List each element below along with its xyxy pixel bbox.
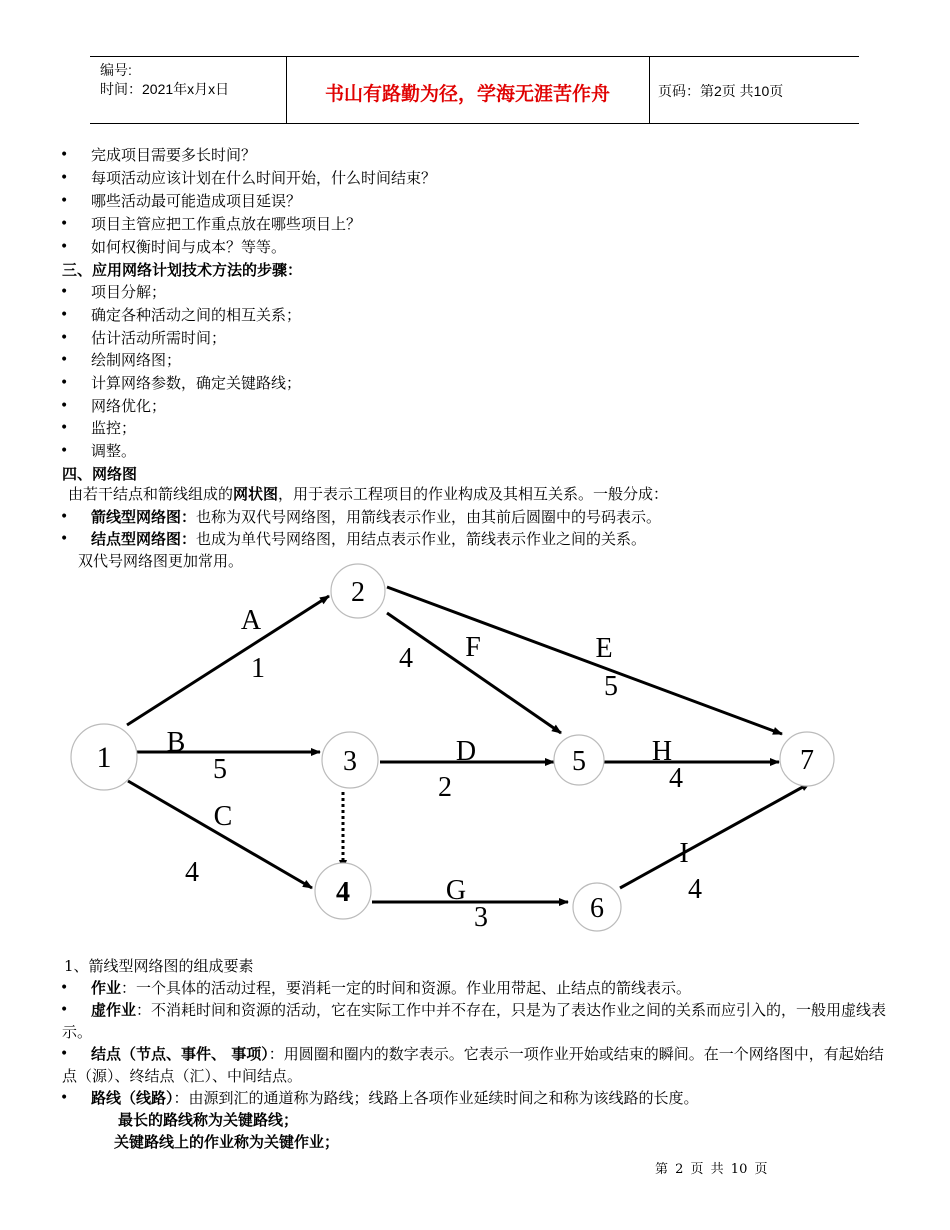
- node-label: 4: [336, 877, 350, 908]
- node-4: [315, 863, 371, 919]
- page-code: 页码：第2页 共10页: [658, 83, 784, 99]
- edge-F: [387, 613, 561, 733]
- duration-label-G: 3: [474, 902, 488, 933]
- activity-label-C: C: [213, 801, 233, 832]
- element-item: • 结点（节点、事件、 事项）：用圆圈和圈内的数字表示。它表示一项作业开始或结束的瞬间。在一个网络图中，有起始结点（源）、终结点（汇）、中间结点。: [60, 1045, 884, 1085]
- activity-label-E: E: [595, 633, 613, 664]
- elements-title: 1、箭线型网络图的组成要素: [64, 957, 254, 975]
- number-label: 编号:: [100, 62, 132, 78]
- duration-label-H: 4: [669, 763, 683, 794]
- time-label: 时间：2021年x月x日: [100, 81, 230, 97]
- section4-intro: 由若干结点和箭线组成的网状图，用于表示工程项目的作业构成及其相互关系。一般分成：: [68, 485, 669, 503]
- node-5: [554, 735, 604, 785]
- section3-title: 三、应用网络计划技术方法的步骤：: [62, 261, 303, 279]
- edge-A: [127, 596, 329, 725]
- duration-label-C: 4: [185, 857, 199, 888]
- edge-I: [620, 783, 810, 888]
- element-item: • 路线（线路）：由源到汇的通道称为路线；线路上各项作业延续时间之和称为该线路的长度。: [60, 1089, 699, 1107]
- node-3: [322, 732, 378, 788]
- activity-label-H: H: [651, 736, 673, 767]
- node-1: [71, 724, 137, 790]
- element-item: • 虚作业：不消耗时间和资源的活动，它在实际工作中并不存在，只是为了表达作业之间的关系而应引入的，一般用虚线表示。: [60, 1001, 887, 1041]
- activity-label-D: D: [455, 736, 477, 767]
- critical-path-definition: 最长的路线称为关键路线；: [118, 1111, 299, 1129]
- element-item: • 作业：一个具体的活动过程，要消耗一定的时间和资源。作业用带起、止结点的箭线表示。: [60, 979, 692, 997]
- activity-label-F: F: [465, 632, 481, 663]
- section4-title: 四、网络图: [62, 465, 138, 483]
- edge-C: [128, 781, 312, 888]
- page-footer: 第 2 页 共 10 页: [655, 1162, 768, 1177]
- duration-label-I: 4: [688, 874, 702, 905]
- duration-label-A: 1: [251, 653, 265, 684]
- critical-work-definition: 关键路线上的作业称为关键作业；: [114, 1133, 340, 1151]
- node-7: [780, 732, 834, 786]
- node-label: 5: [572, 746, 586, 777]
- node-label: 2: [351, 577, 365, 608]
- node-label: 3: [343, 746, 357, 777]
- node-label: 6: [590, 893, 604, 924]
- activity-label-B: B: [166, 727, 186, 758]
- activity-label-G: G: [445, 875, 467, 906]
- activity-label-A: A: [240, 605, 262, 636]
- activity-label-I: I: [679, 838, 689, 869]
- edge-E: [387, 587, 782, 734]
- section4-note: 双代号网络图更加常用。: [78, 552, 244, 570]
- node-label: 7: [800, 745, 814, 776]
- duration-label-E: 5: [604, 671, 618, 702]
- duration-label-B: 5: [213, 754, 227, 785]
- node-label: 1: [96, 741, 112, 774]
- motto: 书山有路勤为径，学海无涯苦作舟: [324, 83, 610, 105]
- duration-label-F: 4: [399, 643, 413, 674]
- duration-label-D: 2: [438, 772, 452, 803]
- node-2: [331, 564, 385, 618]
- node-6: [573, 883, 621, 931]
